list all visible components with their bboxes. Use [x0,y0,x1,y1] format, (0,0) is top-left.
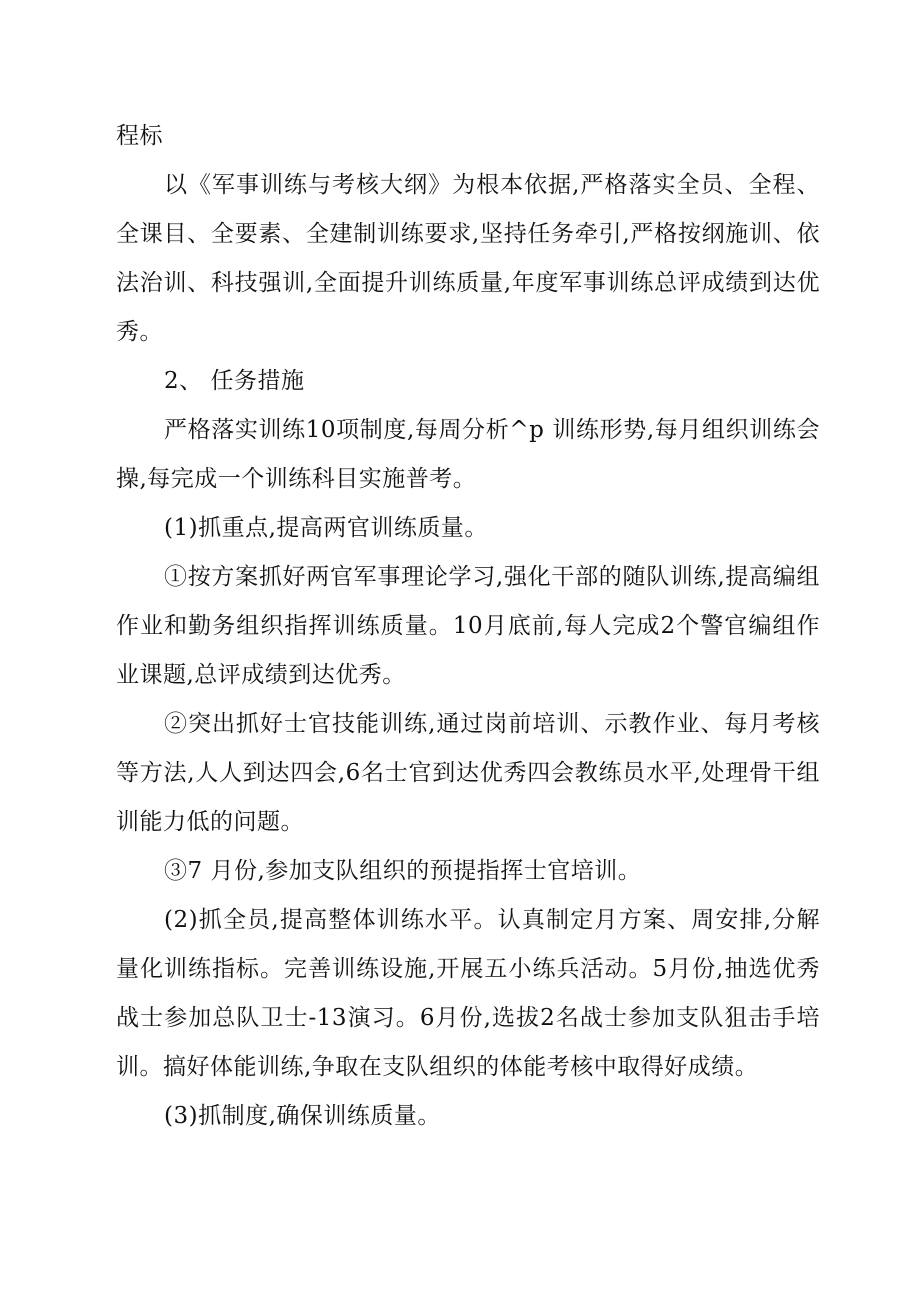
section-heading-measures: 2、 任务措施 [164,368,305,394]
item-2: ②突出抓好士官技能训练,通过岗前培训、示教作业、每月考核等方法,人人到达四会,6名士官到达优秀四会教练员水平,处理骨干组训能力低的问题。 [116,711,820,835]
paragraph-goal: 以《军事训练与考核大纲》为根本依据,严格落实全员、全程、全课目、全要素、全建制训练要求,坚持任务牵引,严格按纲施训、依法治训、科技强训,全面提升训练质量,年度军事训练总评成绩到达优秀。 [116,172,820,345]
paragraph-system: 严格落实训练10项制度,每周分析^p 训练形势,每月组织训练会操,每完成一个训练科目实施普考。 [116,417,820,492]
item-1: ①按方案抓好两官军事理论学习,强化干部的随队训练,提高编组作业和勤务组织指挥训练质量。10月底前,每人完成2个警官编组作业课题,总评成绩到达优秀。 [116,564,820,688]
paragraph-all-staff: (2)抓全员,提高整体训练水平。认真制定月方案、周安排,分解量化训练指标。完善训练设施,开展五小练兵活动。5月份,抽选优秀战士参加总队卫士-13演习。6月份,选拔2名战士参加支队狙击手培训。搞好体能训练,争取在支队组织的体能考核中取得好成绩。 [116,907,820,1080]
document-body [116,112,820,1141]
paragraph-continuation: 程标 [116,123,163,149]
subheading-focus: (1)抓重点,提高两官训练质量。 [164,515,488,541]
item-3: ③7 月份,参加支队组织的预提指挥士官培训。 [164,858,642,884]
subheading-system: (3)抓制度,确保训练质量。 [164,1103,441,1129]
